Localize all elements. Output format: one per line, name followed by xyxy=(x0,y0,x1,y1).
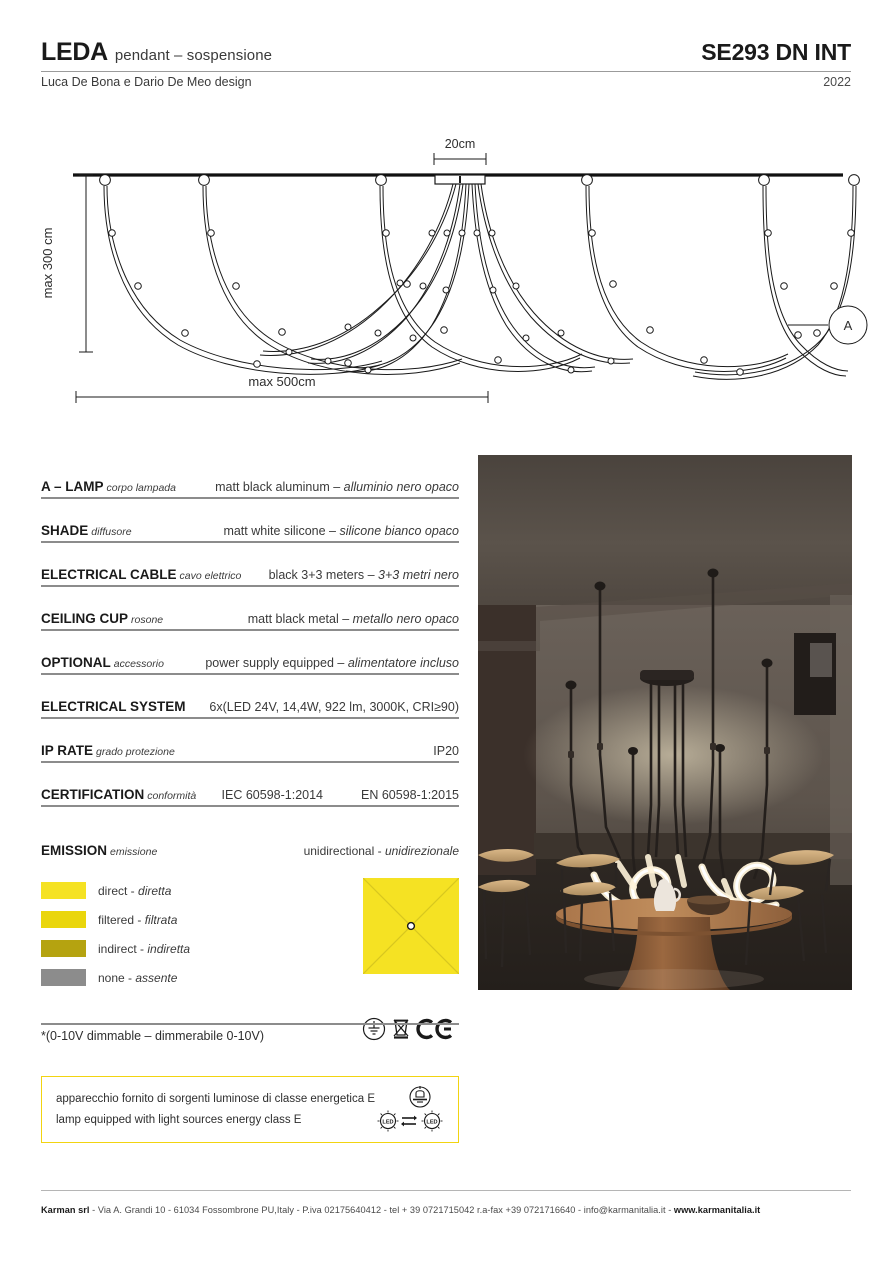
lamp-arc-5 xyxy=(759,175,848,376)
cup-dimension xyxy=(434,153,486,165)
lamp-arc-3 xyxy=(376,175,582,372)
emission-direction-it: unidirezionale xyxy=(384,844,459,858)
legend-swatch-filtered xyxy=(41,911,86,928)
spec-label-it: conformità xyxy=(147,790,197,802)
certification-value-iec: IEC 60598-1:2014 xyxy=(221,788,323,802)
led-badge-left-icon xyxy=(378,1111,399,1132)
emission-diagram xyxy=(363,878,459,974)
spec-value-it: metallo nero opaco xyxy=(352,612,459,626)
emission-section xyxy=(41,843,459,1043)
width-dimension xyxy=(76,391,488,403)
product-type: pendant – sospensione xyxy=(114,47,273,64)
spec-row-ceiling-cup xyxy=(41,587,459,631)
spec-label-text: IP RATE xyxy=(41,743,94,758)
height-dimension xyxy=(79,175,93,352)
spec-value-it: alluminio nero opaco xyxy=(343,480,459,494)
emission-legend xyxy=(41,876,190,992)
spec-label-it: diffusore xyxy=(91,526,132,538)
footer-company: Karman srl xyxy=(41,1205,90,1215)
ceiling-cup xyxy=(435,175,485,184)
designer-credit: Luca De Bona e Dario De Meo design xyxy=(41,75,252,89)
spec-row-certification xyxy=(41,763,459,807)
product-code: SE293 DN INT xyxy=(701,39,851,65)
certification-value-en: EN 60598-1:2015 xyxy=(361,788,459,802)
legend-item-filtered xyxy=(41,905,190,934)
lamp-arc-1 xyxy=(100,175,382,375)
legend-label-it: filtrata xyxy=(144,912,178,927)
callout-a-label: A xyxy=(843,318,853,333)
spec-value-en: matt black aluminum xyxy=(215,480,330,494)
technical-drawing xyxy=(28,120,868,420)
legend-swatch-indirect xyxy=(41,940,86,957)
spec-row-optional xyxy=(41,631,459,675)
cup-cables-left xyxy=(260,184,469,373)
footer-website[interactable]: www.karmanitalia.it xyxy=(673,1205,761,1215)
lamp-arc-6 xyxy=(693,175,859,380)
emission-direction-en: unidirectional - xyxy=(303,844,385,858)
earth-ground-icon xyxy=(364,1019,385,1040)
emission-title-it: emissione xyxy=(110,846,158,858)
exchange-arrows-icon xyxy=(401,1116,417,1127)
dimmable-footnote: *(0-10V dimmable – dimmerabile 0-10V) xyxy=(41,1029,265,1043)
spec-row-divider xyxy=(41,805,459,807)
footer-contact xyxy=(41,1205,851,1215)
svg-text:LED: LED xyxy=(426,1119,438,1126)
spec-value-en: matt white silicone xyxy=(223,524,326,538)
spec-label-it: cavo elettrico xyxy=(179,570,242,582)
spec-value-sep: – xyxy=(329,480,344,494)
svg-text:LED: LED xyxy=(382,1119,394,1126)
spec-value-en: matt black metal xyxy=(247,612,339,626)
spec-label-it: accessorio xyxy=(113,658,164,670)
spec-label-text: CERTIFICATION xyxy=(41,787,145,802)
legend-item-none xyxy=(41,963,190,992)
lamp-arc-4 xyxy=(582,175,788,372)
spec-value-en: power supply equipped xyxy=(205,656,334,670)
legend-swatch-none xyxy=(41,969,86,986)
legend-item-indirect xyxy=(41,934,190,963)
spec-label-text: SHADE xyxy=(41,523,89,538)
legend-label-it: assente xyxy=(135,970,178,985)
product-title xyxy=(41,38,272,67)
led-badge-right-icon xyxy=(422,1111,443,1132)
width-dimension-label: max 500cm xyxy=(248,374,316,389)
legend-swatch-direct xyxy=(41,882,86,899)
certification-icons xyxy=(361,1016,461,1042)
height-dimension-label: max 300 cm xyxy=(40,227,55,299)
product-name: LEDA xyxy=(41,38,108,66)
spec-label-text: OPTIONAL xyxy=(41,655,111,670)
spec-row-electrical-cable xyxy=(41,543,459,587)
spec-value-sep: – xyxy=(325,524,340,538)
specifications-table xyxy=(41,455,459,807)
legend-label-it: indiretta xyxy=(147,941,191,956)
cup-cables-right xyxy=(472,184,633,373)
legend-label-en: indirect - xyxy=(98,941,148,956)
legend-label-en: direct - xyxy=(98,883,139,898)
lamp-arc-2 xyxy=(199,175,462,375)
spec-value-en: IP20 xyxy=(433,744,459,758)
spec-label-text: ELECTRICAL CABLE xyxy=(41,567,177,582)
spec-label-it: rosone xyxy=(131,614,164,626)
spec-row-shade xyxy=(41,499,459,543)
spec-value-it: silicone bianco opaco xyxy=(339,524,459,538)
spec-label-text: CEILING CUP xyxy=(41,611,129,626)
legend-label-it: diretta xyxy=(138,883,172,898)
spec-value-it: alimentatore incluso xyxy=(347,656,459,670)
energy-class-box xyxy=(41,1076,459,1143)
emission-title: EMISSION xyxy=(41,843,108,858)
footer-address: - Via A. Grandi 10 - 61034 Fossombrone PU,Italy - P.iva 02175640412 - tel + 39 0721715042 r.a-fax +39 0721716640 - info@karmanitalia.it - xyxy=(89,1205,674,1215)
product-year: 2022 xyxy=(823,75,851,89)
energy-line-it: apparecchio fornito di sorgenti luminose di classe energetica E xyxy=(56,1093,375,1106)
energy-line-en: lamp equipped with light sources energy class E xyxy=(56,1113,302,1126)
spec-label-text: ELECTRICAL SYSTEM xyxy=(41,699,186,714)
spec-row-electrical-system xyxy=(41,675,459,719)
spec-value-sep: – xyxy=(338,612,353,626)
header-divider xyxy=(41,71,851,72)
energy-icons xyxy=(376,1085,446,1137)
legend-label-en: none - xyxy=(98,970,136,985)
spec-value-en: black 3+3 meters xyxy=(268,568,365,582)
spec-value-en: 6x(LED 24V, 14,4W, 922 lm, 3000K, CRI≥90) xyxy=(209,700,459,714)
spec-row-ip-rate xyxy=(41,719,459,763)
spec-value-sep: – xyxy=(333,656,348,670)
emission-divider xyxy=(41,1023,459,1025)
spec-value-it: 3+3 metri nero xyxy=(378,568,459,582)
replaceable-lamp-icon xyxy=(410,1086,430,1107)
spec-value-sep: – xyxy=(364,568,379,582)
page-header xyxy=(41,38,851,89)
legend-label-en: filtered - xyxy=(98,912,145,927)
spec-label-it: corpo lampada xyxy=(106,482,176,494)
spec-label-text: A – LAMP xyxy=(41,479,104,494)
footer-divider xyxy=(41,1190,851,1191)
cup-dimension-label: 20cm xyxy=(444,137,476,151)
product-photo xyxy=(478,455,852,990)
spec-row-a-lamp xyxy=(41,455,459,499)
legend-item-direct xyxy=(41,876,190,905)
spec-label-it: grado protezione xyxy=(96,746,175,758)
